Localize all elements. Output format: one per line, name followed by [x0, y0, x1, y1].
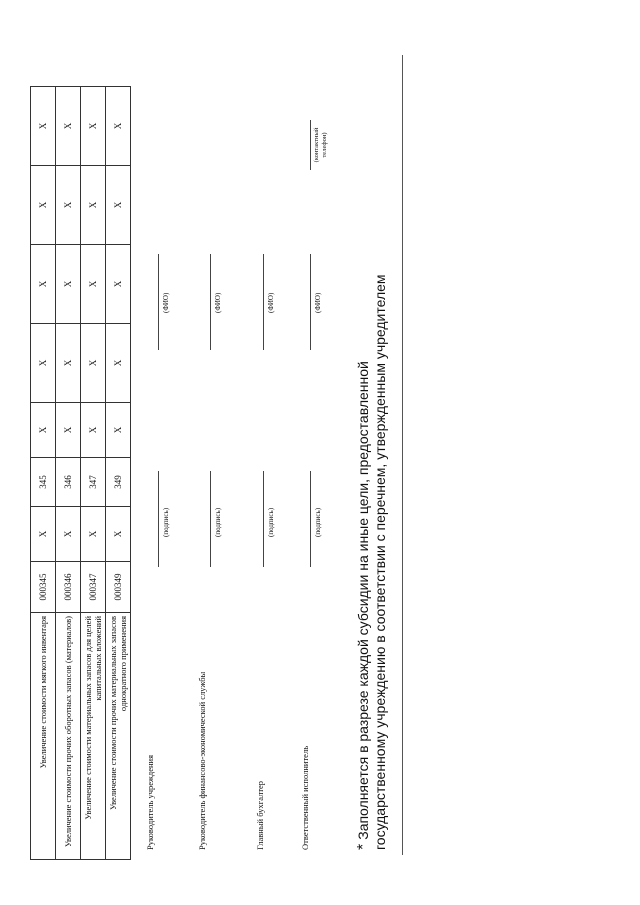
phone-caption: (контактный телефон) [313, 127, 328, 163]
row-code: 000347 [81, 562, 106, 613]
cell: X [106, 403, 131, 458]
row-code: 000349 [106, 562, 131, 613]
row-name: Увеличение стоимости мягкого инвентаря [31, 613, 56, 860]
executor-label: Ответственный исполнитель [300, 745, 310, 850]
head-sign-line [158, 471, 159, 567]
cell: 345 [31, 458, 56, 507]
cell: X [31, 245, 56, 324]
sign-caption: (подпись) [214, 507, 222, 537]
footnote-line-1: *Заполняется в разрезе каждой субсидии на иные цели, предоставленной [355, 361, 372, 850]
cell: X [106, 245, 131, 324]
finance-sign-line [210, 471, 211, 567]
row-code: 000345 [31, 562, 56, 613]
row-name: Увеличение стоимости прочих материальных запасов однократного применения [106, 613, 131, 860]
cell: X [106, 324, 131, 403]
footnote-line-2: государственному учреждению в соответствии с перечнем, утвержденным учредителем [372, 274, 388, 850]
cell: X [81, 507, 106, 562]
footnote-star: * [355, 843, 372, 850]
table-row [31, 87, 56, 860]
cell: X [81, 245, 106, 324]
cell: X [106, 507, 131, 562]
head-fio-line [158, 254, 159, 350]
cell: X [56, 507, 81, 562]
page-rule [402, 55, 403, 855]
sign-caption: (подпись) [267, 507, 275, 537]
subsidy-table [30, 86, 131, 860]
cell: 346 [56, 458, 81, 507]
cell: X [81, 166, 106, 245]
row-name: Увеличение стоимости прочих оборотных запасов (материалов) [56, 613, 81, 860]
fio-caption: (ФИО) [267, 292, 275, 313]
finance-fio-line [210, 254, 211, 350]
cell: X [81, 87, 106, 166]
cell: X [31, 507, 56, 562]
accountant-label: Главный бухгалтер [255, 780, 265, 850]
executor-fio-line [310, 254, 311, 350]
row-name: Увеличение стоимости материальных запасов для целей капитальных вложений [81, 613, 106, 860]
fio-caption: (ФИО) [314, 292, 322, 313]
accountant-fio-line [263, 254, 264, 350]
head-label: Руководитель учреждения [145, 754, 155, 850]
cell: X [81, 324, 106, 403]
table-row [106, 87, 131, 860]
cell: X [106, 166, 131, 245]
footnote [355, 50, 388, 850]
accountant-sign-line [263, 471, 264, 567]
cell: X [31, 166, 56, 245]
executor-phone-line [310, 120, 311, 170]
cell: X [31, 324, 56, 403]
table-row [56, 87, 81, 860]
cell: X [56, 87, 81, 166]
sign-caption: (подпись) [162, 507, 170, 537]
cell: X [56, 403, 81, 458]
cell: X [106, 87, 131, 166]
sign-caption: (подпись) [314, 507, 322, 537]
cell: X [31, 403, 56, 458]
cell: 349 [106, 458, 131, 507]
fio-caption: (ФИО) [214, 292, 222, 313]
fio-caption: (ФИО) [162, 292, 170, 313]
cell: X [56, 245, 81, 324]
cell: X [31, 87, 56, 166]
table-row [81, 87, 106, 860]
row-code: 000346 [56, 562, 81, 613]
finance-label: Руководитель финансово-экономической службы [197, 671, 207, 850]
cell: X [81, 403, 106, 458]
cell: X [56, 166, 81, 245]
cell: 347 [81, 458, 106, 507]
cell: X [56, 324, 81, 403]
executor-sign-line [310, 471, 311, 567]
